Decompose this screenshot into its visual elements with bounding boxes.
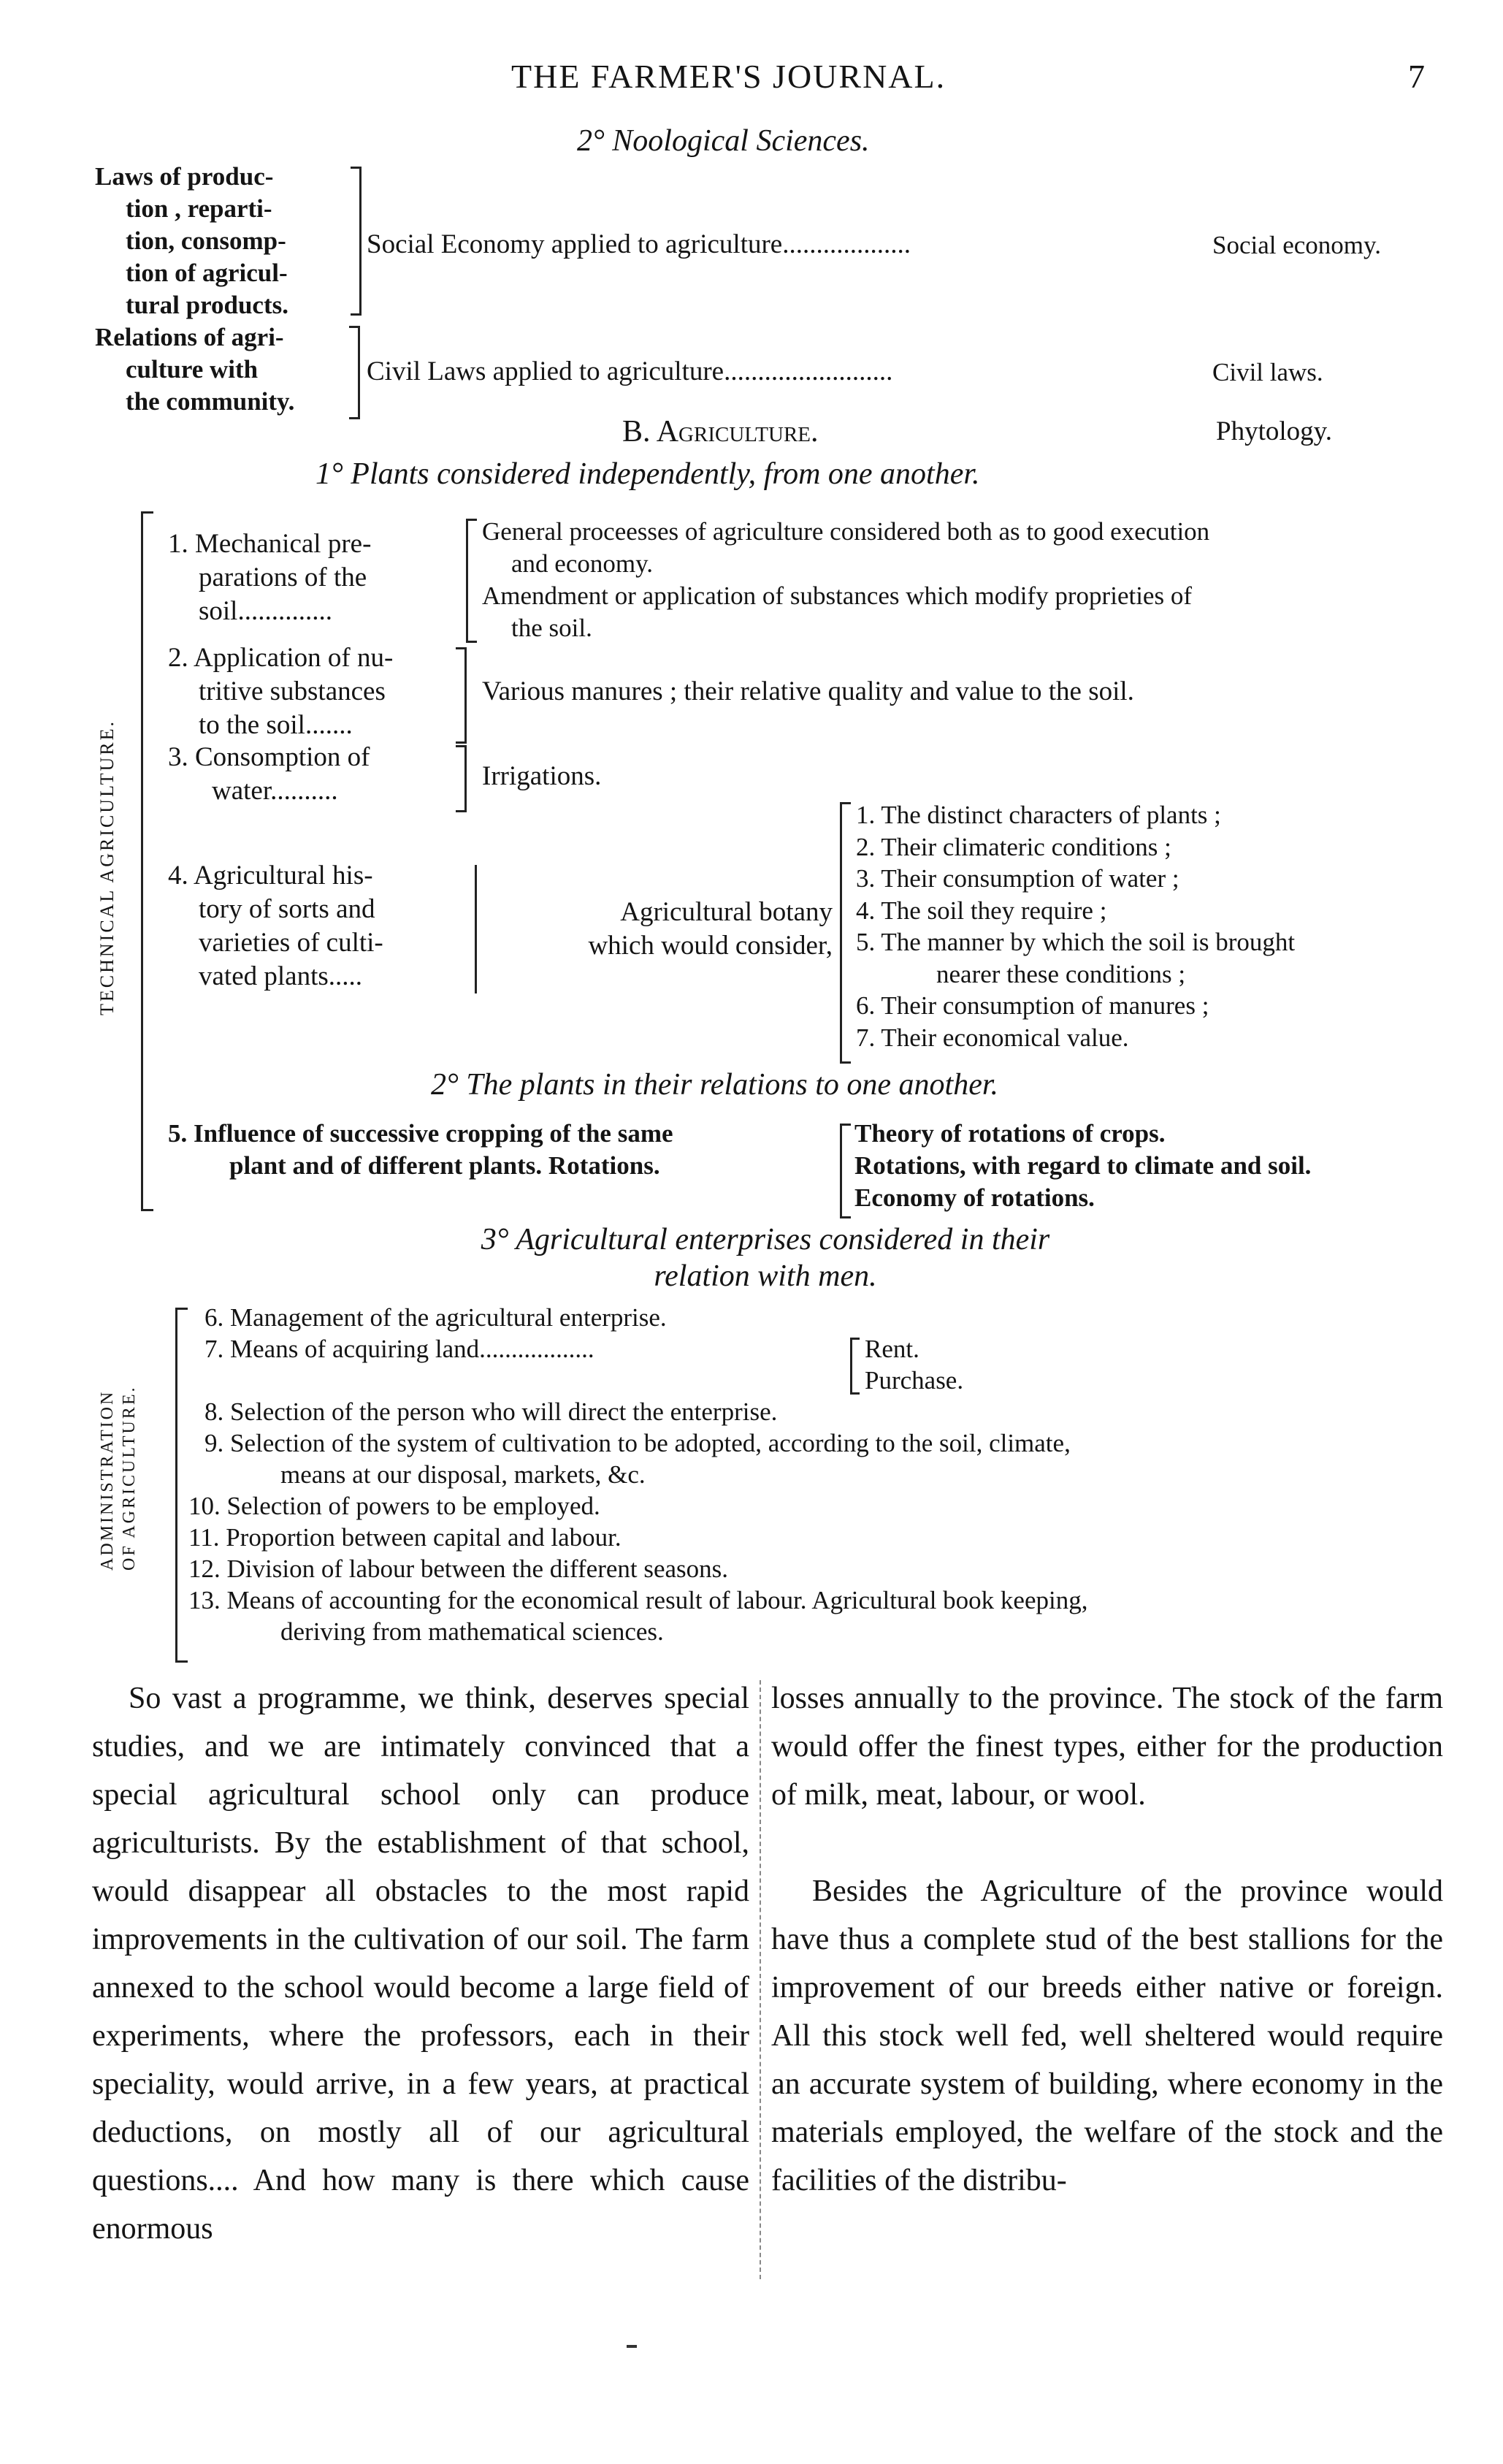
admin-items xyxy=(188,1302,1459,1647)
subheading-enterprises: 3° Agricultural enterprises considered in their relation with men. xyxy=(481,1223,1050,1293)
item3-text: Irrigations. xyxy=(482,761,602,791)
admin-item-9: 9. Selection of the system of cultivation to be adopted, according to the soil, climate, means at our disposal, markets, &c. xyxy=(204,1429,1071,1489)
admin-item-6: 6. Management of the agricultural enterprise. xyxy=(204,1303,667,1332)
social-brace xyxy=(351,167,362,316)
item1-label: 1. Mechanical pre- parations of the soil.............. xyxy=(168,529,372,626)
item2-label: 2. Application of nu- tritive substances to the soil....... xyxy=(168,643,394,740)
item5-list: Theory of rotations of crops. Rotations, with regard to climate and soil. Economy of rotations. xyxy=(854,1119,1312,1212)
civil-label: Relations of agri- culture with the community. xyxy=(95,323,295,416)
body-right-column xyxy=(771,1674,1443,2205)
technical-side-label: TECHNICAL AGRICULTURE. xyxy=(96,720,118,1015)
item4-brace xyxy=(467,865,477,993)
technical-bracket xyxy=(141,511,153,1211)
admin-item-12: 12. Division of labour between the different seasons. xyxy=(188,1555,729,1583)
admin-item-11: 11. Proportion between capital and labour. xyxy=(188,1523,622,1552)
item4-middle: Agricultural botany which would consider, xyxy=(588,897,833,961)
civil-text: Civil Laws applied to agriculture......................... xyxy=(367,356,893,386)
item3-brace xyxy=(456,745,467,812)
bottom-mark xyxy=(627,2345,637,2348)
admin-item-7-brace xyxy=(850,1338,860,1395)
admin-item-7-options: Rent. Purchase. xyxy=(865,1335,964,1395)
body-left-column xyxy=(92,1674,749,2253)
social-label: Laws of produc- tion , reparti- tion, consomp- tion of agricul- tural products. xyxy=(95,162,288,319)
item5-label: 5. Influence of successive cropping of the same plant and of different plants. Rotations. xyxy=(168,1119,673,1180)
item3-label: 3. Consomption of water.......... xyxy=(168,742,370,806)
item4-list-brace xyxy=(840,802,851,1064)
admin-bracket xyxy=(175,1308,188,1663)
admin-item-8: 8. Selection of the person who will direct the enterprise. xyxy=(204,1397,778,1426)
subheading-plants-relations: 2° The plants in their relations to one another. xyxy=(431,1068,999,1102)
item2-text: Various manures ; their relative quality and value to the soil. xyxy=(482,676,1134,706)
item1-text: General proceesses of agriculture considered both as to good execution and economy. Amendment or application of substances which modify proprieties of the soil. xyxy=(482,517,1210,642)
admin-side-label: ADMINISTRATION OF AGRICULTURE. xyxy=(98,1385,139,1571)
civil-brace xyxy=(349,326,360,419)
admin-item-13: 13. Means of accounting for the economical result of labour. Agricultural book keeping, deriving from mathematical sciences. xyxy=(188,1586,1088,1646)
phytology-label: Phytology. xyxy=(1216,416,1332,446)
agriculture-heading: B. Agriculture. xyxy=(622,415,819,449)
item4-list: 1. The distinct characters of plants ; 2. Their climateric conditions ; 3. Their consumption of water ; 4. The soil they require ; 5. The manner by which the soil is brought nearer these conditions ; 6. Their consumption of manures ; 7. Their economical value. xyxy=(856,801,1296,1052)
body-left-paragraph: So vast a programme, we think, deserves special studies, and we are intimately convinced that a special agricultural school only can produce agriculturists. By the establishment of that school, would disappear all obstacles to the most rapid improvements in the cultivation of our soil. The farm annexed to the school would become a large field of experiments, where the professors, each in their speciality, would arrive, in a few years, at practical deductions, on mostly all of our agricultural questions.... And how many is there which cause enormous xyxy=(92,1682,749,2246)
page-number: 7 xyxy=(1408,58,1426,95)
body-right-paragraph-1: losses annually to the province. The stock of the farm would offer the finest types, either for the production of milk, meat, labour, or wool. xyxy=(771,1682,1443,1812)
item4-label: 4. Agricultural his- tory of sorts and varieties of culti- vated plants..... xyxy=(168,861,383,991)
social-right: Social economy. xyxy=(1212,231,1382,259)
item5-brace xyxy=(840,1124,851,1218)
item1-brace xyxy=(466,519,477,643)
social-text: Social Economy applied to agriculture................... xyxy=(367,229,911,259)
civil-right: Civil laws. xyxy=(1212,358,1323,386)
column-divider xyxy=(760,1680,761,2279)
admin-item-10: 10. Selection of powers to be employed. xyxy=(188,1492,600,1520)
running-header: THE FARMER'S JOURNAL. xyxy=(511,58,946,95)
noological-heading: 2° Noological Sciences. xyxy=(577,124,870,158)
item2-brace xyxy=(456,647,467,744)
subheading-plants-independent: 1° Plants considered independently, from one another. xyxy=(315,457,980,491)
body-right-paragraph-2: Besides the Agriculture of the province would have thus a complete stud of the best stallions for the improvement of our breeds either native or foreign. All this stock well fed, well sheltered would require an accurate system of building, where economy in the materials employed, the welfare of the stock and the facilities of the distribu- xyxy=(771,1874,1443,2197)
admin-item-7: 7. Means of acquiring land.................. Rent. Purchase. xyxy=(204,1335,964,1395)
